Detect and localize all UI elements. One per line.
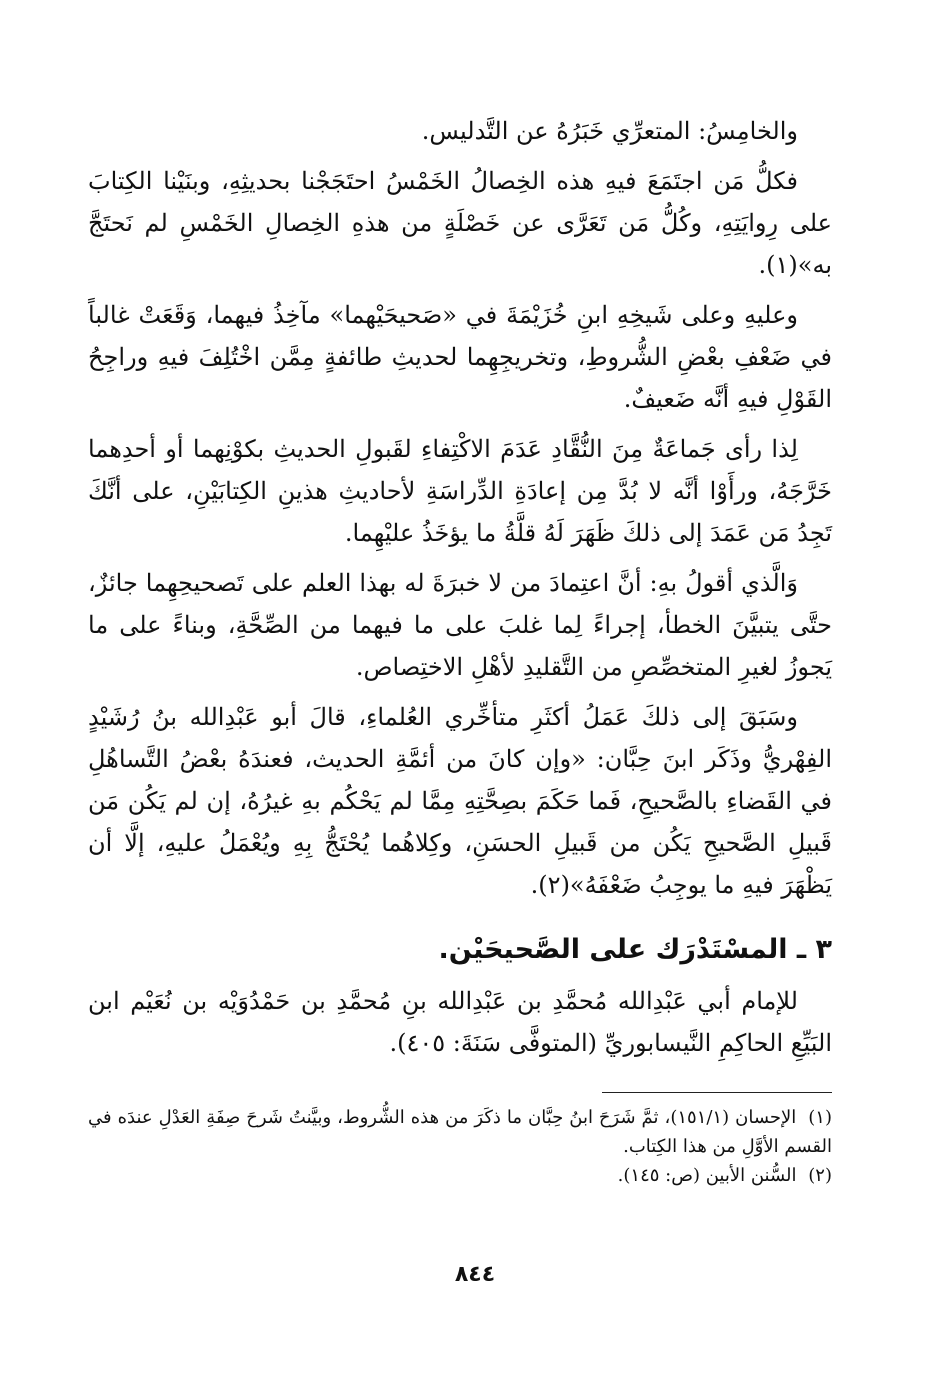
footnote-1-text: الإحسان (١٥١/١)، ثمَّ شَرَحَ ابنُ حِبَّان ما ذكَرَ من هذه الشُّروط، وبيَّنتُ شَرحَ صِفَةِ العَدْلِ عندَه في القسم الأوَّلِ من هذا الكِتاب.: [88, 1107, 832, 1157]
paragraph-2: فكلُّ مَن اجتَمَعَ فيهِ هذه الخِصالُ الخَمْسُ احتَجَجْنا بحديثِهِ، وبنَيْنا الكِتابَ على رِوايَتِهِ، وكُلُّ مَن تَعَرَّى عن خَصْلَةٍ من هذهِ الخِصالِ الخَمْسِ لم نَحتَجَّ به»(١).: [88, 167, 832, 279]
paragraph-3: وعليهِ وعلى شَيخِهِ ابنِ خُزَيْمَةَ في «صَحيحَيْهما» مآخِذُ فيهما، وَقَعَتْ غالباً في ضَعْفِ بعْضِ الشُّروطِ، وتخريجِهِما لحديثِ طائفةٍ مِمَّن اخْتُلِفَ فيهِ وراجِحُ القَوْلِ فيهِ أنَّه ضَعيفٌ.: [88, 301, 832, 413]
footnote-1: [88, 1103, 832, 1161]
paragraph-1: والخامِسُ: المتعرِّي خَبَرُهُ عن التَّدليس.: [421, 117, 798, 145]
footnote-2-number: (٢): [808, 1165, 832, 1186]
section-heading: ٣ ـ المسْتَدْرَك على الصَّحيحَيْن.: [438, 934, 832, 965]
paragraph-6: وسَبَقَ إلى ذلكَ عَمَلُ أكثَرِ متأخِّري العُلماءِ، قالَ أبو عَبْدِالله بنُ رُشَيْدٍ الفِهْريُّ وذَكَر ابنَ حِبَّان: «وإن كانَ من أئمَّةِ الحديث، فعندَهُ بعْضُ التَّساهُلِ في القَضاءِ بالصَّحيحِ، فَما حَكَمَ بصِحَّتِهِ مِمَّا لم يَحْكُم بهِ غيرُهُ، إن لم يَكُن مَن قَبيلِ الصَّحيحِ يَكُن من قَبيلِ الحسَنِ، وكِلاهُما يُحْتَجُّ بِهِ ويُعْمَلُ عليهِ، إلَّا أن يَظْهَرَ فيهِ ما يوجِبُ ضَعْفَهُ»(٢).: [88, 703, 832, 899]
footnote-2: [88, 1161, 832, 1190]
page-number: ٨٤٤: [454, 1262, 496, 1287]
paragraph-5: وَالَّذي أقولُ بهِ: أنَّ اعتِمادَ من لا خبرَةَ له بهذا العلم على تَصحيحِهِما جائزٌ، حتَّى يتبيَّنَ الخطأ، إجراءً لِما غلبَ على ما فيهما من الصِّحَّةِ، وبناءً على ما يَجوزُ لغيرِ المتخصِّصِ من التَّقليدِ لأهْلِ الاختِصاص.: [88, 569, 832, 681]
footnote-2-text: السُّنن الأبين (ص: ١٤٥).: [617, 1165, 797, 1186]
paragraph-7: للإمام أبي عَبْدِالله مُحمَّدِ بن عَبْدِالله بنِ مُحمَّدِ بن حَمْدُوَيْه بن نُعَيْم ابن البَيِّعِ الحاكِمِ النَّيسابوريِّ (المتوفَّى سَنَةَ: ٤٠٥).: [88, 987, 832, 1057]
footnote-separator: [602, 1092, 832, 1093]
page-body: [88, 100, 832, 1190]
footnote-1-number: (١): [808, 1107, 832, 1128]
paragraph-4: لِذا رأى جَماعَةٌ مِنَ النُّقَّادِ عَدَمَ الاكْتِفاءِ لقَبولِ الحديثِ بكوْنِهما أو أحدِهما خَرَّجَهُ، ورأَوْا أنَّه لا بُدَّ مِن إعادَةِ الدِّراسَةِ لأحاديثِ هذينِ الكِتابَيْنِ، على أنَّكَ تَجِدُ مَن عَمَدَ إلى ذلكَ ظَهَرَ لَهُ قلَّةُ ما يؤخَذُ عليْهِما.: [88, 435, 832, 547]
footnote-separator-wrap: [88, 1072, 832, 1103]
